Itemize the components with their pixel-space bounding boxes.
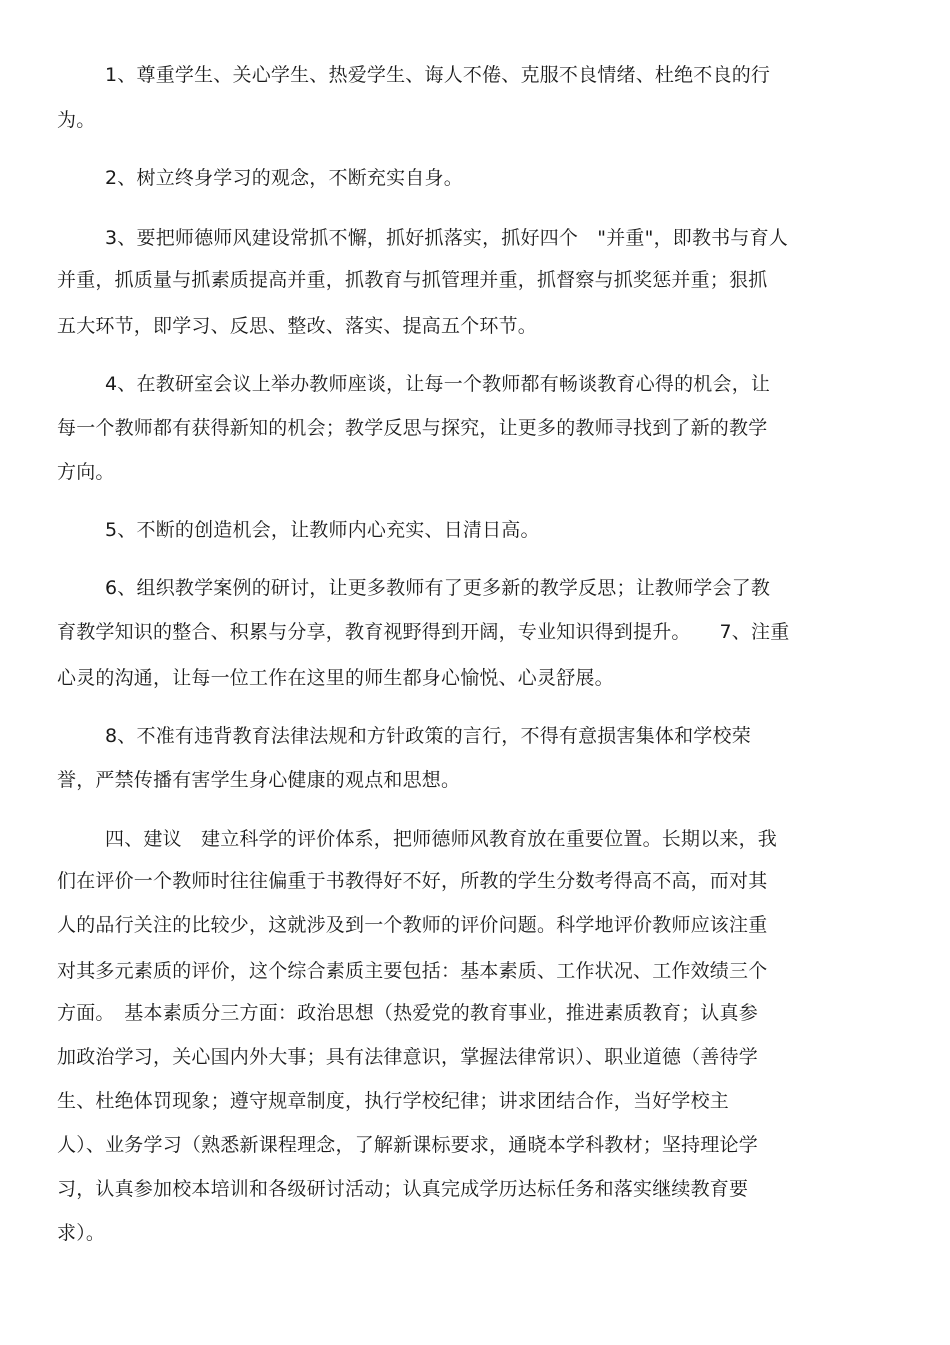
- text-line: 4、在教研室会议上举办教师座谈，让每一个教师都有畅谈教育心得的机会，让: [105, 373, 771, 395]
- text-line: 人）、业务学习（熟悉新课程理念，了解新课标要求，通晓本学科教材；坚持理论学: [57, 1134, 758, 1156]
- text-line: 对其多元素质的评价，这个综合素质主要包括：基本素质、工作状况、工作效绩三个: [57, 960, 768, 982]
- text-line: 四、建议 建立科学的评价体系，把师德师风教育放在重要位置。长期以来，我: [105, 828, 778, 850]
- text-line: 人的品行关注的比较少，这就涉及到一个教师的评价问题。科学地评价教师应该注重: [57, 914, 768, 936]
- text-line: 5、不断的创造机会，让教师内心充实、日清日高。: [105, 519, 540, 541]
- text-line: 们在评价一个教师时往往偏重于书教得好不好，所教的学生分数考得高不高，而对其: [57, 870, 768, 892]
- text-line: 加政治学习，关心国内外大事；具有法律意识，掌握法律常识）、职业道德（善待学: [57, 1046, 758, 1068]
- text-line: 每一个教师都有获得新知的机会；教学反思与探究，让更多的教师寻找到了新的教学: [57, 417, 768, 439]
- text-line: 8、不准有违背教育法律法规和方针政策的言行，不得有意损害集体和学校荣: [105, 725, 751, 747]
- text-line: 求）。: [57, 1222, 106, 1244]
- text-line: 1、尊重学生、关心学生、热爱学生、诲人不倦、克服不良情绪、杜绝不良的行: [105, 64, 771, 86]
- text-line: 2、树立终身学习的观念，不断充实自身。: [105, 167, 463, 189]
- text-line: 方面。 基本素质分三方面：政治思想（热爱党的教育事业，推进素质教育；认真参: [57, 1002, 758, 1024]
- text-line: 方向。: [57, 461, 115, 483]
- text-line: 心灵的沟通，让每一位工作在这里的师生都身心愉悦、心灵舒展。: [57, 667, 614, 689]
- text-line: 3、要把师德师风建设常抓不懈，抓好抓落实，抓好四个 "并重"，即教书与育人: [105, 227, 788, 249]
- text-line: 誉，严禁传播有害学生身心健康的观点和思想。: [57, 769, 461, 791]
- text-line: 五大环节，即学习、反思、整改、落实、提高五个环节。: [57, 315, 538, 337]
- text-line: 并重，抓质量与抓素质提高并重，抓教育与抓管理并重，抓督察与抓奖惩并重；狠抓: [57, 269, 768, 291]
- text-line: 习，认真参加校本培训和各级研讨活动；认真完成学历达标任务和落实继续教育要: [57, 1178, 749, 1200]
- text-line: 生、杜绝体罚现象；遵守规章制度，执行学校纪律；讲求团结合作，当好学校主: [57, 1090, 730, 1112]
- text-line: 6、组织教学案例的研讨，让更多教师有了更多新的教学反思；让教师学会了教: [105, 577, 771, 599]
- text-line: 育教学知识的整合、积累与分享，教育视野得到开阔，专业知识得到提升。 7、注重: [57, 621, 790, 643]
- text-line: 为。: [57, 109, 96, 131]
